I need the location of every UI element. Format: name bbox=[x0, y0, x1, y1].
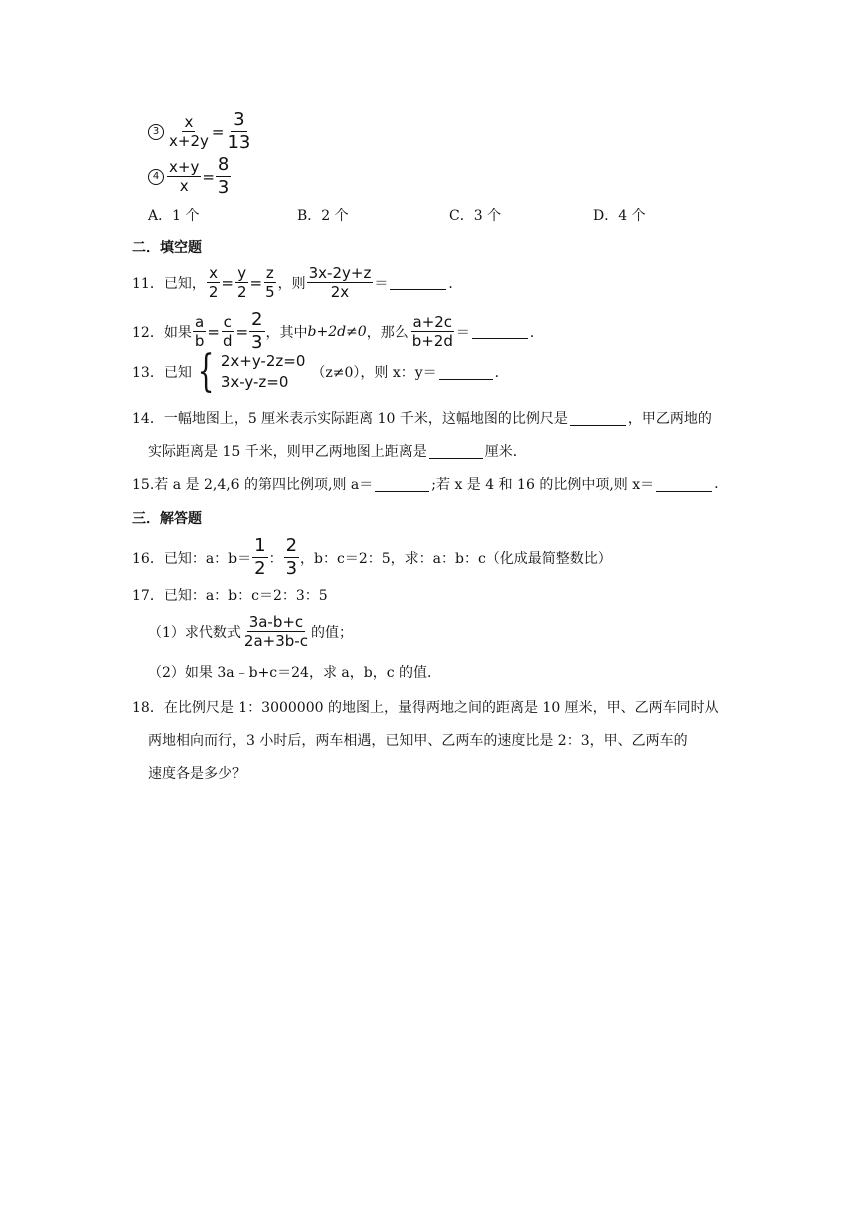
question-14-line-1: 14．一幅地图上，5 厘米表示实际距离 10 千米，这幅地图的比例尺是 ，甲乙两地的 bbox=[132, 411, 712, 427]
fraction: $\frac{3a-b+c}{2a+3b-c}$ bbox=[243, 613, 308, 650]
question-15: 15.若 a 是 2,4,6 的第四比例项,则 a＝ ;若 x 是 4 和 16 的比例中项,则 x＝ . bbox=[132, 476, 719, 493]
question-16: 16．已知：a：b＝ $\frac{1}{2}$ ： $\frac{2}{3}$ ，b：c＝2：5，求：a：b：c（化成最简整数比） bbox=[132, 535, 612, 579]
circled-number: 3 bbox=[148, 124, 164, 140]
question-12: 12．如果 $\frac{a}{b}$ = $\frac{c}{d}$ = $\frac{2}{3}$ ，其中 b+2d≠0 ，那么 $\frac{a+2c}{b+2d}$ ＝ ． bbox=[132, 309, 544, 353]
fraction: $\frac{8}{3}$ bbox=[217, 154, 230, 198]
question-11: 11．已知， $\frac{x}{2}$ = $\frac{y}{2}$ = $\frac{z}{5}$ ，则 $\frac{3x-2y+z}{2x}$ ＝ ． bbox=[132, 264, 463, 301]
equation-system: 2x+y-2z=0 3x-y-z=0 bbox=[220, 352, 306, 391]
fraction: $\frac{a+2c}{b+2d}$ bbox=[411, 313, 453, 350]
answer-blank[interactable] bbox=[439, 365, 493, 380]
answer-blank[interactable] bbox=[570, 411, 626, 426]
fraction: $\frac{3x-2y+z}{2x}$ bbox=[308, 264, 372, 301]
fraction: $\frac{a}{b}$ bbox=[194, 313, 205, 350]
answer-blank[interactable] bbox=[656, 477, 712, 492]
circled-number: 4 bbox=[148, 169, 164, 185]
question-17-part-2: （2）如果 3a﹣b+c＝24，求 a，b，c 的值． bbox=[148, 665, 442, 681]
option-c: C．3 个 bbox=[449, 208, 502, 224]
option-b: B．2 个 bbox=[297, 208, 349, 224]
fraction: $\frac{2}{3}$ bbox=[251, 309, 263, 353]
answer-blank[interactable] bbox=[375, 477, 429, 492]
item-3: 3 $\frac{x}{x+2y}$ = $\frac{3}{13}$ bbox=[148, 110, 253, 153]
option-a: A．1 个 bbox=[148, 208, 200, 224]
fraction: $\frac{x+y}{x}$ bbox=[169, 158, 200, 195]
option-d: D．4 个 bbox=[593, 208, 646, 224]
item-4: 4 $\frac{x+y}{x}$ = $\frac{8}{3}$ bbox=[148, 155, 232, 198]
fraction: $\frac{x}{x+2y}$ bbox=[169, 113, 209, 150]
question-17: 17．已知：a：b：c＝2：3：5 bbox=[132, 588, 328, 604]
left-brace-icon: { bbox=[197, 346, 215, 397]
question-18-line-3: 速度各是多少？ bbox=[148, 766, 246, 782]
answer-blank[interactable] bbox=[472, 324, 528, 339]
question-14-line-2: 实际距离是 15 千米，则甲乙两地图上距离是 厘米． bbox=[148, 444, 527, 460]
answer-blank[interactable] bbox=[429, 444, 483, 459]
question-17-part-1: （1）求代数式 $\frac{3a-b+c}{2a+3b-c}$ 的值； bbox=[148, 613, 353, 650]
fraction: $\frac{z}{5}$ bbox=[265, 264, 275, 301]
question-13: 13．已知 { 2x+y-2z=0 3x-y-z=0 （z≠0），则 x：y＝ ． bbox=[132, 346, 509, 397]
section-heading-answer: 三．解答题 bbox=[132, 511, 202, 527]
question-18-line-2: 两地相向而行，3 小时后，两车相遇，已知甲、乙两车的速度比是 2：3，甲、乙两车的 bbox=[148, 733, 688, 749]
section-heading-fill-in: 二．填空题 bbox=[132, 240, 202, 256]
answer-blank[interactable] bbox=[390, 275, 446, 290]
fraction: $\frac{1}{2}$ bbox=[254, 535, 266, 579]
question-18-line-1: 18．在比例尺是 1：3000000 的地图上，量得两地之间的距离是 10 厘米，甲、乙两车同时从 bbox=[132, 700, 719, 716]
fraction: $\frac{3}{13}$ bbox=[227, 109, 251, 153]
fraction: $\frac{x}{2}$ bbox=[208, 264, 219, 301]
fraction: $\frac{2}{3}$ bbox=[285, 535, 298, 579]
fraction: $\frac{y}{2}$ bbox=[236, 264, 247, 301]
fraction: $\frac{c}{d}$ bbox=[222, 313, 233, 350]
